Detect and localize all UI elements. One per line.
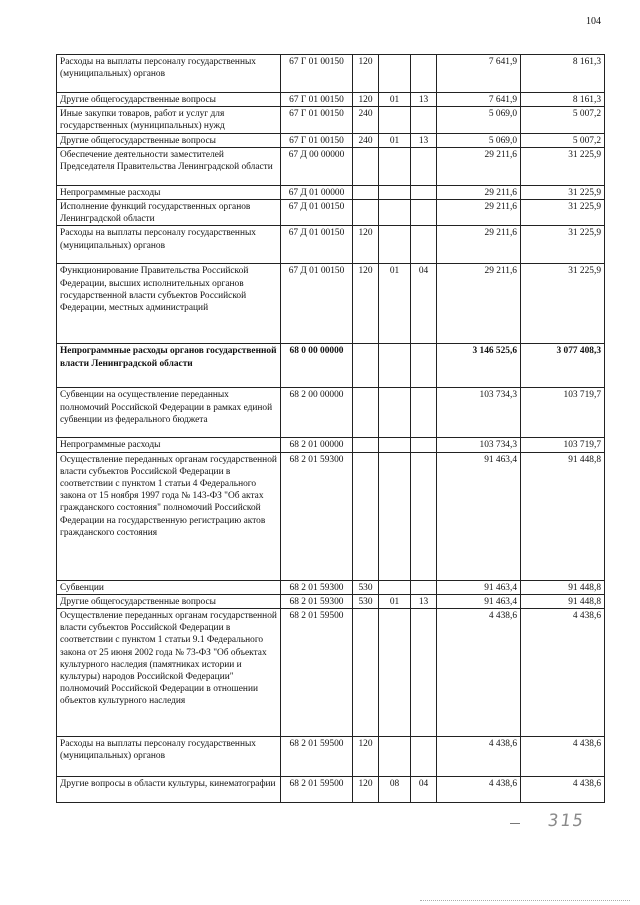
row-subsection (411, 226, 437, 264)
row-amount-year2: 103 719,7 (521, 388, 605, 438)
row-target-code: 68 2 01 59500 (281, 777, 353, 803)
table-row (57, 737, 605, 777)
row-amount-year2: 31 225,9 (521, 200, 605, 226)
row-subsection (411, 147, 437, 185)
row-amount-year1: 7 641,9 (437, 55, 521, 93)
row-amount-year1: 29 211,6 (437, 200, 521, 226)
table-row (57, 185, 605, 199)
row-name: Расходы на выплаты персоналу государственных (муниципальных) органов (57, 55, 281, 93)
row-subsection (411, 452, 437, 580)
row-amount-year2: 5 007,2 (521, 133, 605, 147)
row-expense-type (353, 185, 379, 199)
row-amount-year2: 4 438,6 (521, 737, 605, 777)
table-row (57, 147, 605, 185)
row-subsection: 13 (411, 93, 437, 107)
row-amount-year2: 4 438,6 (521, 777, 605, 803)
row-subsection (411, 609, 437, 737)
row-section (379, 185, 411, 199)
row-target-code: 67 Г 01 00150 (281, 93, 353, 107)
row-expense-type (353, 147, 379, 185)
row-target-code: 68 2 01 59300 (281, 580, 353, 594)
row-section (379, 580, 411, 594)
row-amount-year2: 5 007,2 (521, 107, 605, 133)
row-amount-year1: 3 146 525,6 (437, 344, 521, 388)
row-expense-type: 240 (353, 107, 379, 133)
row-section: 01 (379, 594, 411, 608)
row-expense-type (353, 388, 379, 438)
row-amount-year1: 91 463,4 (437, 580, 521, 594)
row-amount-year2: 4 438,6 (521, 609, 605, 737)
row-subsection (411, 185, 437, 199)
row-amount-year2: 31 225,9 (521, 185, 605, 199)
row-amount-year1: 91 463,4 (437, 452, 521, 580)
row-expense-type (353, 438, 379, 452)
row-amount-year1: 7 641,9 (437, 93, 521, 107)
row-expense-type: 120 (353, 226, 379, 264)
row-amount-year1: 29 211,6 (437, 226, 521, 264)
row-amount-year2: 31 225,9 (521, 226, 605, 264)
row-target-code: 68 2 01 59300 (281, 594, 353, 608)
row-target-code: 68 2 01 59300 (281, 452, 353, 580)
table-row (57, 344, 605, 388)
row-amount-year1: 103 734,3 (437, 438, 521, 452)
table-row (57, 133, 605, 147)
row-name: Другие общегосударственные вопросы (57, 594, 281, 608)
row-name: Обеспечение деятельности заместителей Председателя Правительства Ленинградской области (57, 147, 281, 185)
row-section (379, 200, 411, 226)
row-expense-type: 530 (353, 594, 379, 608)
row-name: Субвенции (57, 580, 281, 594)
row-name: Непрограммные расходы органов государственной власти Ленинградской области (57, 344, 281, 388)
row-subsection (411, 388, 437, 438)
row-amount-year1: 5 069,0 (437, 133, 521, 147)
row-expense-type: 120 (353, 777, 379, 803)
row-name: Другие общегосударственные вопросы (57, 133, 281, 147)
row-name: Исполнение функций государственных органов Ленинградской области (57, 200, 281, 226)
table-row (57, 200, 605, 226)
row-subsection: 13 (411, 133, 437, 147)
table-row (57, 452, 605, 580)
row-expense-type (353, 452, 379, 580)
row-target-code: 67 Д 01 00150 (281, 226, 353, 264)
row-target-code: 67 Г 01 00150 (281, 133, 353, 147)
row-name: Функционирование Правительства Российской Федерации, высших исполнительных органов государственной власти субъектов Российской Федерации, местных администраций (57, 264, 281, 344)
row-name: Осуществление переданных органам государственной власти субъектов Российской Федерации в соответствии с пунктом 1 статьи 4 Федерального закона от 15 ноября 1997 года № 143-ФЗ "Об актах гражданского состояния" полномочий Российской Федерации на государственную регистрацию актов гражданского состояния (57, 452, 281, 580)
row-name: Другие общегосударственные вопросы (57, 93, 281, 107)
row-target-code: 68 2 01 59500 (281, 609, 353, 737)
row-target-code: 67 Д 01 00000 (281, 185, 353, 199)
row-expense-type: 240 (353, 133, 379, 147)
row-section: 08 (379, 777, 411, 803)
row-expense-type (353, 344, 379, 388)
row-amount-year1: 29 211,6 (437, 147, 521, 185)
row-amount-year2: 8 161,3 (521, 93, 605, 107)
table-row (57, 777, 605, 803)
row-subsection (411, 438, 437, 452)
table-row (57, 580, 605, 594)
row-name: Непрограммные расходы (57, 185, 281, 199)
row-section (379, 147, 411, 185)
row-subsection (411, 55, 437, 93)
row-subsection: 04 (411, 264, 437, 344)
row-expense-type: 120 (353, 264, 379, 344)
budget-table (56, 54, 605, 803)
row-target-code: 67 Д 01 00150 (281, 200, 353, 226)
row-target-code: 67 Д 00 00000 (281, 147, 353, 185)
table-row (57, 93, 605, 107)
row-expense-type (353, 609, 379, 737)
row-section (379, 438, 411, 452)
row-expense-type: 120 (353, 55, 379, 93)
table-row (57, 107, 605, 133)
row-amount-year2: 91 448,8 (521, 594, 605, 608)
table-row (57, 609, 605, 737)
row-amount-year1: 4 438,6 (437, 609, 521, 737)
scan-edge-line (420, 900, 630, 901)
row-amount-year1: 29 211,6 (437, 264, 521, 344)
row-section (379, 609, 411, 737)
row-subsection (411, 737, 437, 777)
row-amount-year2: 8 161,3 (521, 55, 605, 93)
page-number: 104 (586, 16, 601, 27)
row-expense-type: 120 (353, 93, 379, 107)
table-row (57, 388, 605, 438)
row-amount-year2: 31 225,9 (521, 147, 605, 185)
row-target-code: 67 Г 01 00150 (281, 55, 353, 93)
row-section (379, 55, 411, 93)
row-expense-type (353, 200, 379, 226)
row-amount-year2: 91 448,8 (521, 580, 605, 594)
row-section (379, 388, 411, 438)
row-amount-year1: 5 069,0 (437, 107, 521, 133)
row-subsection (411, 107, 437, 133)
row-amount-year1: 91 463,4 (437, 594, 521, 608)
row-section (379, 737, 411, 777)
row-section (379, 226, 411, 264)
row-section: 01 (379, 93, 411, 107)
row-name: Иные закупки товаров, работ и услуг для государственных (муниципальных) нужд (57, 107, 281, 133)
row-amount-year1: 4 438,6 (437, 737, 521, 777)
row-subsection (411, 344, 437, 388)
row-amount-year2: 3 077 408,3 (521, 344, 605, 388)
row-subsection (411, 200, 437, 226)
row-amount-year2: 31 225,9 (521, 264, 605, 344)
row-target-code: 67 Г 01 00150 (281, 107, 353, 133)
row-name: Осуществление переданных органам государственной власти субъектов Российской Федерации в соответствии с пунктом 1 статьи 9.1 Федерального закона от 25 июня 2002 года № 73-ФЗ "Об объектах культурного наследия (памятниках истории и культуры) народов Российской Федерации" полномочий Российской Федерации в отношении объектов культурного наследия (57, 609, 281, 737)
table-row (57, 264, 605, 344)
row-section: 01 (379, 264, 411, 344)
row-amount-year1: 103 734,3 (437, 388, 521, 438)
row-amount-year2: 91 448,8 (521, 452, 605, 580)
row-amount-year2: 103 719,7 (521, 438, 605, 452)
row-name: Другие вопросы в области культуры, кинематографии (57, 777, 281, 803)
row-expense-type: 530 (353, 580, 379, 594)
row-subsection: 04 (411, 777, 437, 803)
table-row (57, 55, 605, 93)
row-expense-type: 120 (353, 737, 379, 777)
row-target-code: 68 0 00 00000 (281, 344, 353, 388)
row-target-code: 67 Д 01 00150 (281, 264, 353, 344)
row-target-code: 68 2 00 00000 (281, 388, 353, 438)
row-name: Расходы на выплаты персоналу государственных (муниципальных) органов (57, 737, 281, 777)
row-amount-year1: 4 438,6 (437, 777, 521, 803)
row-subsection: 13 (411, 594, 437, 608)
row-name: Субвенции на осуществление переданных полномочий Российской Федерации в рамках единой субвенции из федерального бюджета (57, 388, 281, 438)
row-subsection (411, 580, 437, 594)
row-section (379, 452, 411, 580)
row-target-code: 68 2 01 00000 (281, 438, 353, 452)
row-section (379, 107, 411, 133)
handwritten-sheet-number: 315 (546, 811, 587, 831)
row-name: Непрограммные расходы (57, 438, 281, 452)
row-amount-year1: 29 211,6 (437, 185, 521, 199)
row-section (379, 344, 411, 388)
row-target-code: 68 2 01 59500 (281, 737, 353, 777)
table-row (57, 594, 605, 608)
table-row (57, 226, 605, 264)
footer-dash (510, 823, 520, 824)
table-row (57, 438, 605, 452)
row-section: 01 (379, 133, 411, 147)
row-name: Расходы на выплаты персоналу государственных (муниципальных) органов (57, 226, 281, 264)
